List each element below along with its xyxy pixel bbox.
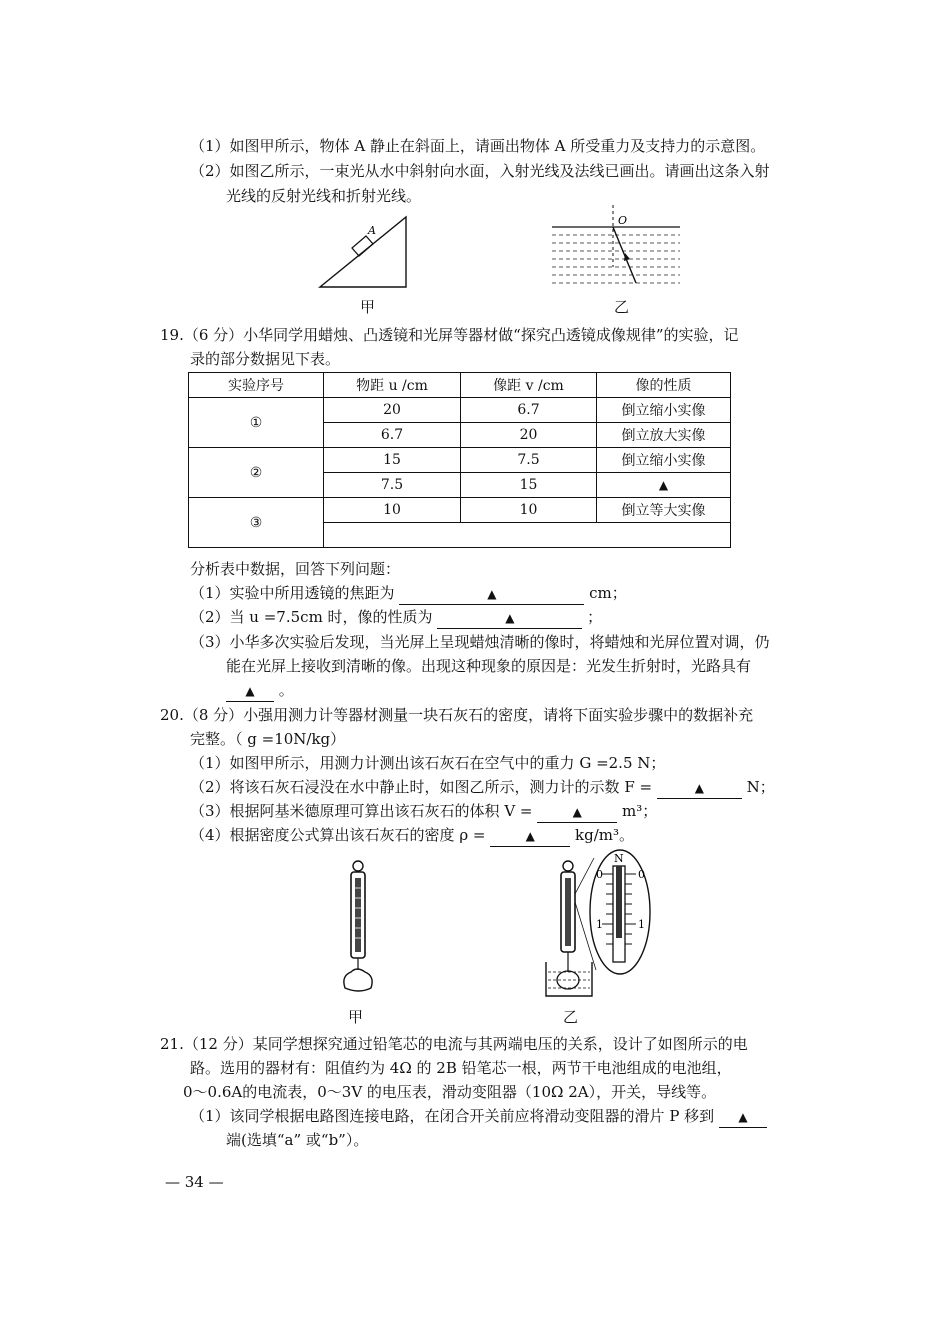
answer-mark: ▲ (572, 805, 582, 819)
table-cell: 20 (461, 423, 597, 448)
table-cell: 6.7 (324, 423, 461, 448)
table-row (189, 498, 731, 523)
answer-mark: ▲ (694, 781, 704, 795)
table-row (189, 448, 731, 473)
table-header-row (189, 373, 731, 398)
table-cell-id: ② (189, 448, 324, 498)
table-header: 实验序号 (189, 373, 324, 398)
answer-blank[interactable] (437, 607, 582, 629)
experiment-table (188, 372, 731, 548)
q20-sub3-text: （3）根据阿基米德原理可算出该石灰石的体积 V = (190, 802, 533, 820)
q20-sub4-unit: kg/m³。 (575, 826, 635, 844)
q18-part2-line1: （2）如图乙所示，一束光从水中斜射向水面，入射光线及法线已画出。请画出这条入射 (190, 162, 770, 180)
fig-b-caption: 乙 (614, 298, 630, 316)
q20-intro-line2: 完整。（ g =10N/kg） (190, 730, 346, 748)
q21-sub1-line1 (190, 1106, 767, 1128)
q20-intro-line1: 20.（8 分）小强用测力计等器材测量一块石灰石的密度，请将下面实验步骤中的数据补充 (160, 706, 754, 724)
q19-intro-line2: 录的部分数据见下表。 (190, 350, 341, 368)
q20-sub2-text: （2）将该石灰石浸没在水中静止时，如图乙所示，测力计的示数 F = (190, 778, 653, 796)
answer-mark: ▲ (487, 587, 497, 601)
table-cell-id: ① (189, 398, 324, 448)
q19-sub1-unit: cm； (589, 584, 627, 602)
q19-sub2-text: （2）当 u =7.5cm 时，像的性质为 (190, 608, 433, 626)
q21-intro-line1: 21.（12 分）某同学想探究通过铅笔芯的电流与其两端电压的关系，设计了如图所示的电 (160, 1035, 748, 1053)
table-cell: 倒立放大实像 (597, 423, 731, 448)
q20-fig-b-caption: 乙 (563, 1008, 579, 1026)
q20-fig-a-caption: 甲 (348, 1008, 364, 1026)
table-cell: 7.5 (461, 448, 597, 473)
table-row (189, 398, 731, 423)
q19-sub3-line3 (226, 680, 294, 702)
table-cell: 倒立等大实像 (597, 498, 731, 523)
answer-blank[interactable] (537, 801, 617, 823)
q20-sub1: （1）如图甲所示，用测力计测出该石灰石在空气中的重力 G =2.5 N； (190, 754, 666, 772)
q21-sub1-line2: 端(选填“a” 或“b”）。 (226, 1131, 369, 1149)
table-cell: 倒立缩小实像 (597, 448, 731, 473)
q20-sub3 (190, 801, 657, 823)
page-number: — 34 — (165, 1173, 224, 1191)
fig-a-caption: 甲 (360, 298, 376, 316)
q20-sub3-unit: m³； (622, 802, 658, 820)
q20-sub2-unit: N； (746, 778, 775, 796)
incline-figure (318, 212, 414, 292)
table-header: 像距 v /cm (461, 373, 597, 398)
table-cell: 20 (324, 398, 461, 423)
answer-mark: ▲ (505, 611, 515, 625)
label-A: A (368, 224, 376, 237)
q21-intro-line3: 0～0.6A的电流表，0～3V 的电压表，滑动变阻器（10Ω 2A），开关，导线等。 (183, 1083, 717, 1101)
q21-sub1-text: （1）该同学根据电路图连接电路，在闭合开关前应将滑动变阻器的滑片 P 移到 (190, 1107, 715, 1125)
table-cell: 10 (461, 498, 597, 523)
q19-analysis: 分析表中数据，回答下列问题： (190, 560, 401, 578)
table-cell: 10 (324, 498, 461, 523)
scale-unit-label: N (614, 852, 624, 865)
scale-label-1-left: 1 (596, 918, 603, 931)
answer-mark: ▲ (738, 1110, 748, 1124)
answer-mark: ▲ (525, 829, 535, 843)
answer-blank[interactable] (399, 583, 584, 605)
label-O: O (618, 214, 628, 227)
q19-sub1 (190, 583, 627, 605)
q18-part1: （1）如图甲所示，物体 A 静止在斜面上，请画出物体 A 所受重力及支持力的示意图。 (190, 137, 766, 155)
answer-mark: ▲ (245, 684, 255, 698)
table-cell: 7.5 (324, 473, 461, 498)
table-cell: 倒立缩小实像 (597, 398, 731, 423)
q20-sub4-text: （4）根据密度公式算出该石灰石的密度 ρ = (190, 826, 486, 844)
q19-sub1-text: （1）实验中所用透镜的焦距为 (190, 584, 395, 602)
table-header: 物距 u /cm (324, 373, 461, 398)
q19-intro-line1: 19.（6 分）小华同学用蜡烛、凸透镜和光屏等器材做“探究凸透镜成像规律”的实验，记 (160, 326, 739, 344)
q21-intro-line2: 路。选用的器材有：阻值约为 4Ω 的 2B 铅笔芯一根，两节干电池组成的电池组， (190, 1059, 732, 1077)
table-cell-empty (324, 523, 731, 548)
table-cell: 15 (324, 448, 461, 473)
table-header: 像的性质 (597, 373, 731, 398)
q19-sub3-line1: （3）小华多次实验后发现，当光屏上呈现蜡烛清晰的像时，将蜡烛和光屏位置对调，仍 (190, 633, 770, 651)
table-cell: 15 (461, 473, 597, 498)
spring-scale-figure-a (335, 858, 385, 998)
scale-label-1-right: 1 (638, 918, 645, 931)
table-cell-answer-blank: ▲ (597, 473, 731, 498)
answer-blank[interactable] (657, 777, 742, 799)
refraction-figure (550, 203, 685, 293)
q19-sub2 (190, 607, 602, 629)
q19-sub3-end: 。 (278, 681, 294, 699)
answer-blank[interactable] (226, 680, 274, 702)
table-cell: 6.7 (461, 398, 597, 423)
spring-scale-figure-b (540, 844, 660, 1004)
q20-sub2 (190, 777, 775, 799)
scale-label-0-left: 0 (596, 868, 603, 881)
scale-label-0-right: 0 (638, 868, 645, 881)
answer-blank[interactable] (719, 1106, 767, 1128)
table-cell-id: ③ (189, 498, 324, 548)
q18-part2-line2: 光线的反射光线和折射光线。 (226, 187, 422, 205)
q19-sub3-line2: 能在光屏上接收到清晰的像。出现这种现象的原因是：光发生折射时，光路具有 (226, 657, 752, 675)
q19-sub2-end: ； (587, 608, 603, 626)
